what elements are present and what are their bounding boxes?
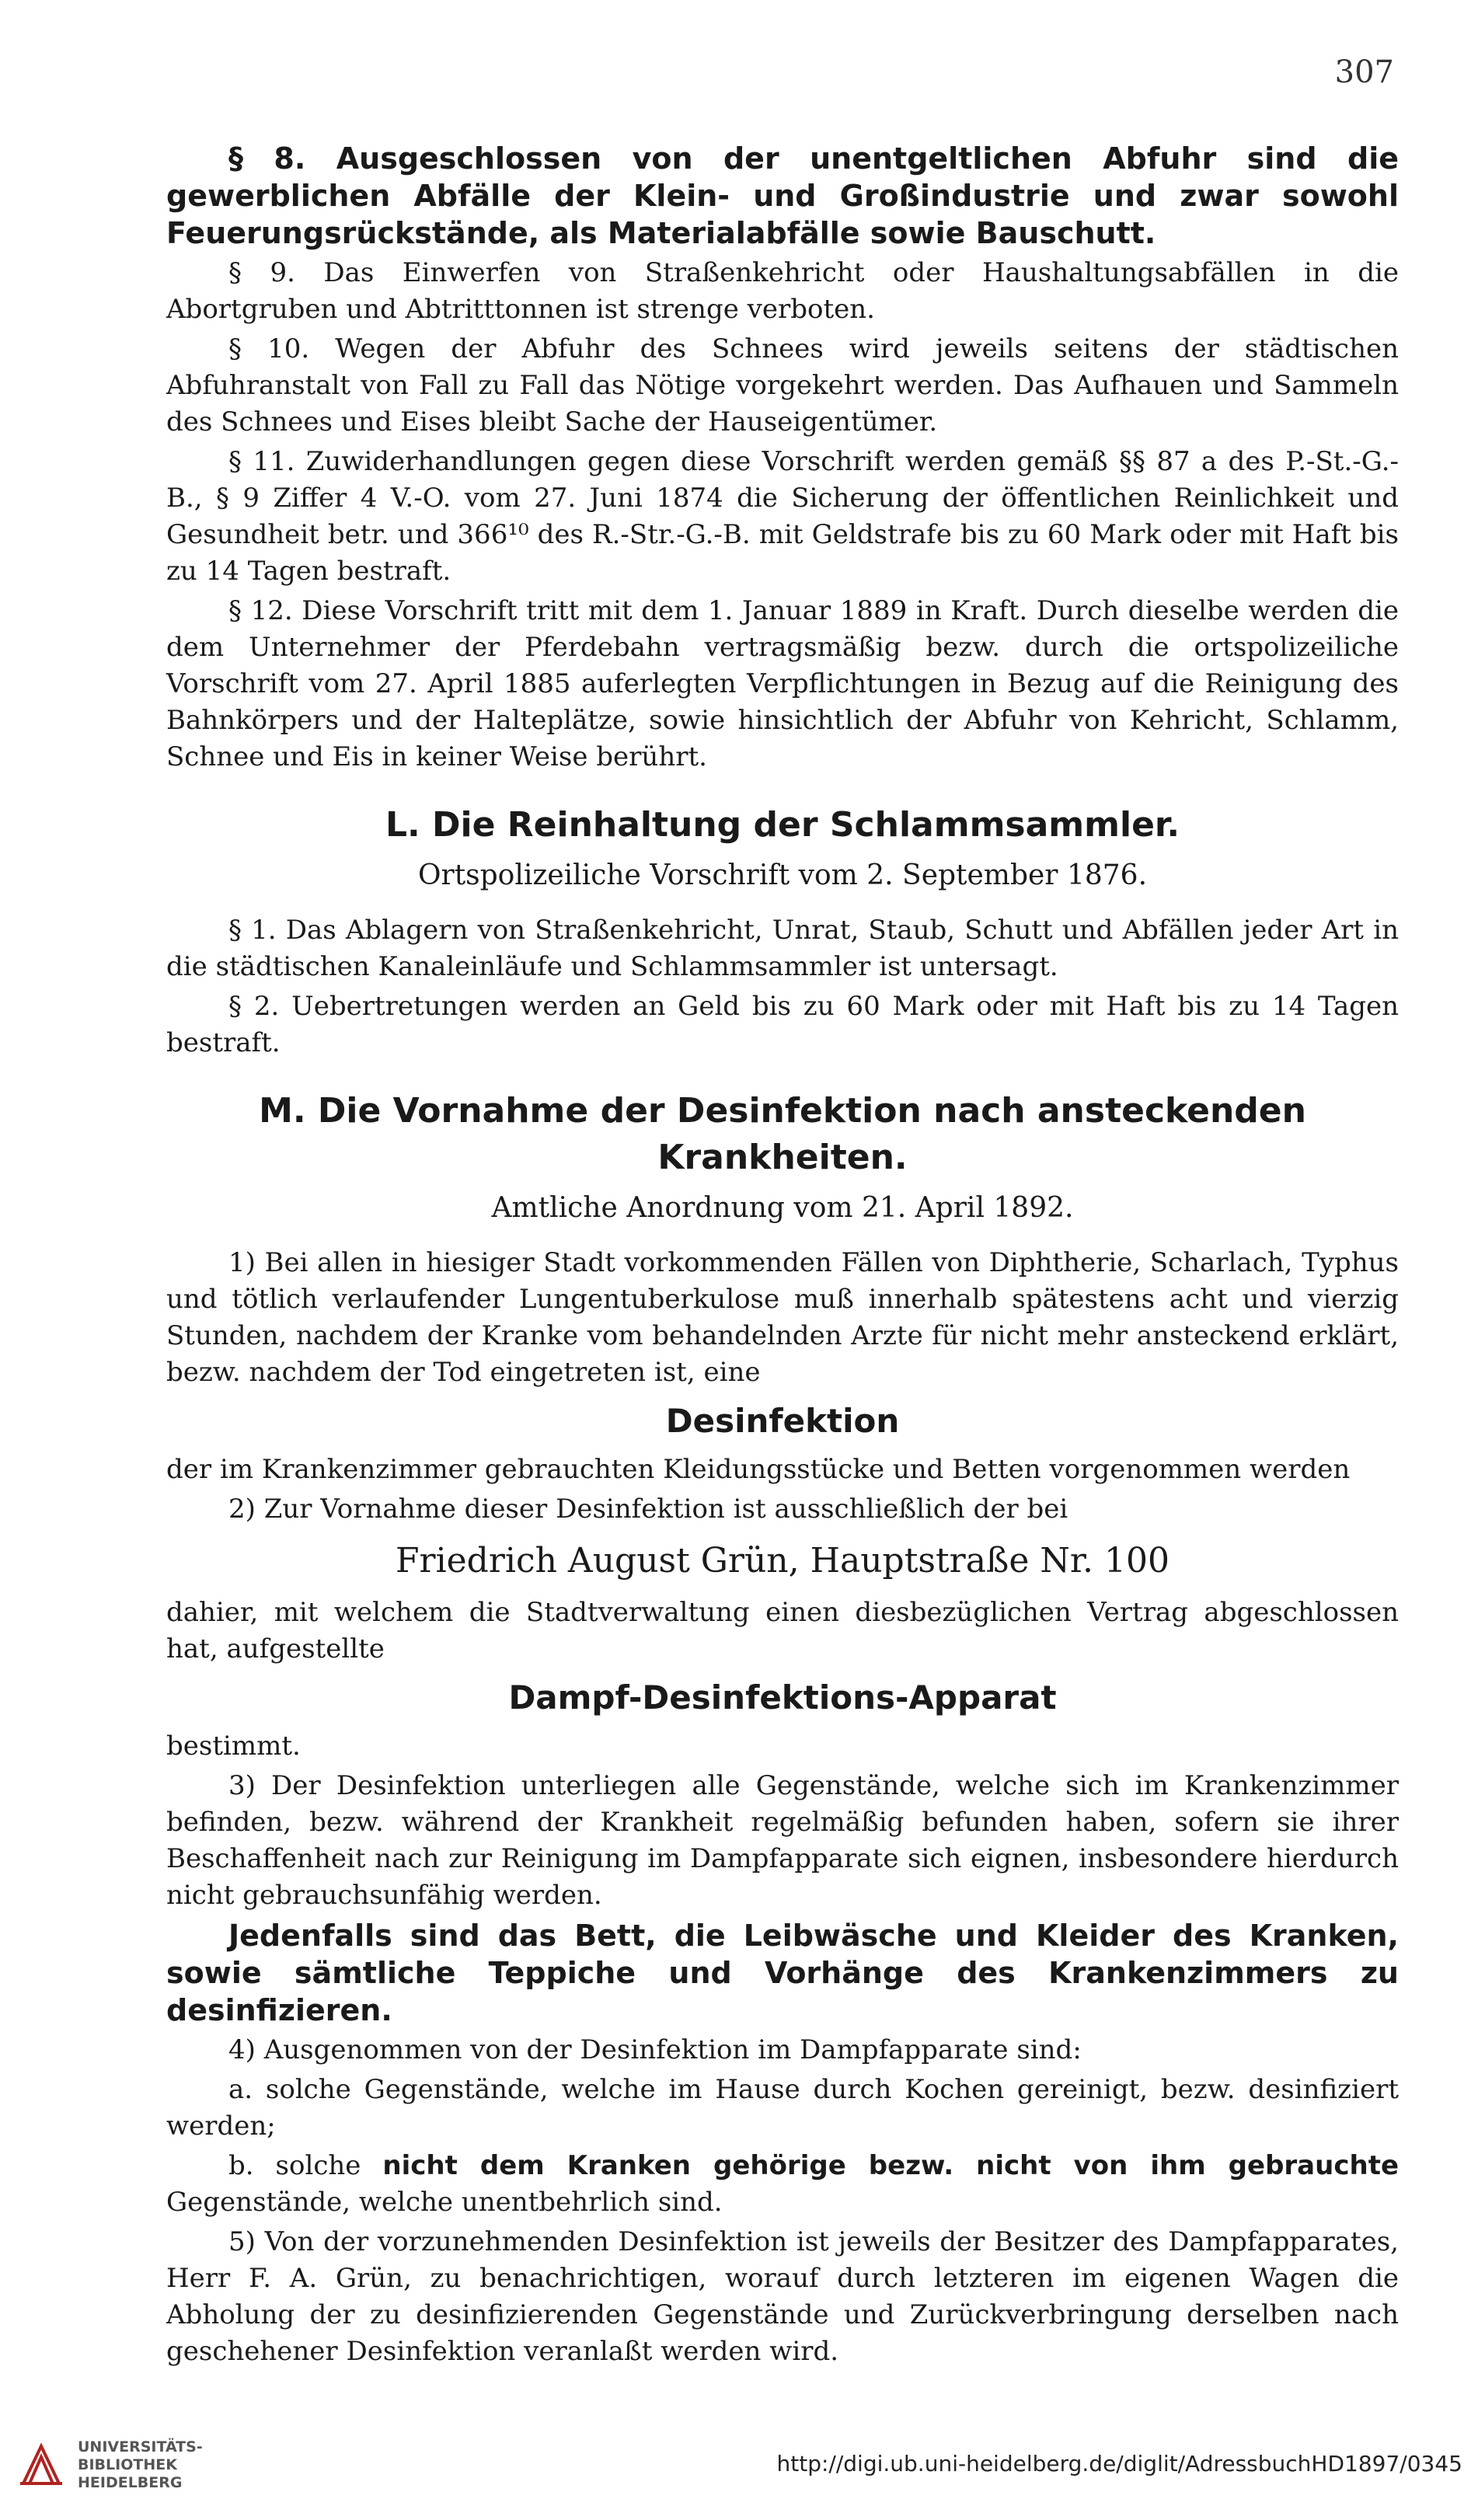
section-m-item-4b <box>166 2148 1399 2221</box>
logo-line-2: BIBLIOTHEK <box>78 2456 177 2473</box>
paragraph-s8: § 8. Ausgeschlossen von der unentgeltlichen Abfuhr sind die gewerblichen Abfälle der Klein- und Großindustrie und zwar sowohl Feuerungsrückstände, als Materialabfälle sowie Bauschutt. <box>166 141 1399 250</box>
source-url-link[interactable]: http://digi.ub.uni-heidelberg.de/diglit/AdressbuchHD1897/0345 <box>776 2451 1462 2476</box>
section-m-subheading: Amtliche Anordnung vom 21. April 1892. <box>491 1192 1074 1224</box>
section-l-heading: L. Die Reinhaltung der Schlammsammler. <box>385 805 1180 845</box>
section-m-item-4: 4) Ausgenommen von der Desinfektion im Dampfapparate sind: <box>228 2034 1082 2065</box>
section-m-item-1: 1) Bei allen in hiesiger Stadt vorkommenden Fällen von Diphtherie, Scharlach, Typhus und tötlich verlaufender Lungentuberkulose muß innerhalb spätestens acht und vierzig Stunden, nachdem der Kranke vom behandelnden Arzte für nicht mehr ansteckend erklärt, bezw. nachdem der Tod eingetreten ist, eine <box>166 1247 1399 1388</box>
logo-line-3: HEIDELBERG <box>78 2474 183 2491</box>
section-m-item-2-end: bestimmt. <box>166 1731 301 1762</box>
section-m-item-5: 5) Von der vorzunehmenden Desinfektion ist jeweils der Besitzer des Dampfapparates, Herr F. A. Grün, zu benachrichtigen, worauf durch letzteren im eigenen Wagen die Abholung der zu desinfizierenden Gegenstände und Zurückverbringung derselben nach geschehener Desinfektion veranlaßt werden wird. <box>166 2226 1399 2367</box>
logo-text <box>78 2438 203 2492</box>
paragraph-s9: § 9. Das Einwerfen von Straßenkehricht oder Haushaltungsabfällen in die Abortgruben und Abtritttonnen ist strenge verboten. <box>166 257 1399 325</box>
university-library-logo-icon <box>16 2440 67 2491</box>
page-number: 307 <box>1334 54 1394 90</box>
section-m-item-4a: a. solche Gegenstände, welche im Hause durch Kochen gereinigt, bezw. desinfiziert werden; <box>166 2074 1399 2142</box>
section-m-item-3-bold: Jedenfalls sind das Bett, die Leibwäsche und Kleider des Kranken, sowie sämtliche Teppiche und Vorhänge des Krankenzimmers zu desinfizieren. <box>166 1919 1399 2027</box>
item-4b-prefix: b. solche <box>228 2150 361 2181</box>
apparatus-name: Dampf-Desinfektions-Apparat <box>508 1678 1057 1717</box>
section-m-heading: M. Die Vornahme der Desinfektion nach ansteckenden Krankheiten. <box>259 1091 1306 1177</box>
paragraph-s10: § 10. Wegen der Abfuhr des Schnees wird jeweils seitens der städtischen Abfuhranstalt von Fall zu Fall das Nötige vorgekehrt werden. Das Aufhauen und Sammeln des Schnees und Eises bleibt Sache der Hauseigentümer. <box>166 333 1399 437</box>
item-4b-suffix: Gegenstände, welche unentbehrlich sind. <box>166 2187 723 2218</box>
section-l-subheading: Ortspolizeiliche Vorschrift vom 2. September 1876. <box>417 859 1148 891</box>
logo-line-1: UNIVERSITÄTS- <box>78 2438 203 2456</box>
section-m-item-2: 2) Zur Vornahme dieser Desinfektion ist ausschließlich der bei <box>228 1494 1068 1525</box>
paragraph-s12: § 12. Diese Vorschrift tritt mit dem 1. Januar 1889 in Kraft. Durch dieselbe werden die dem Unternehmer der Pferdebahn vertragsmäßig bezw. durch die ortspolizeiliche Vorschrift vom 27. April 1885 auferlegten Verpflichtungen in Bezug auf die Reinigung des Bahnkörpers und der Halteplätze, sowie hinsichtlich der Abfuhr von Kehricht, Schlamm, Schnee und Eis in keiner Weise berührt. <box>166 595 1399 772</box>
name-line: Friedrich August Grün, Hauptstraße Nr. 100 <box>396 1541 1170 1581</box>
desinfektion-word: Desinfektion <box>665 1402 900 1440</box>
document-body <box>166 140 1399 2373</box>
section-m-item-3: 3) Der Desinfektion unterliegen alle Gegenstände, welche sich im Krankenzimmer befinden, bezw. während der Krankheit regelmäßig befunden haben, sofern sie ihrer Beschaffenheit nach zur Reinigung im Dampfapparate sich eignen, insbesondere hierdurch nicht gebrauchsunfähig werden. <box>166 1770 1399 1911</box>
paragraph-s11: § 11. Zuwiderhandlungen gegen diese Vorschrift werden gemäß §§ 87 a des P.-St.-G.-B., § 9 Ziffer 4 V.-O. vom 27. Juni 1874 die Sicherung der öffentlichen Reinlichkeit und Gesundheit betr. und 366¹⁰ des R.-Str.-G.-B. mit Geldstrafe bis zu 60 Mark oder mit Haft bis zu 14 Tagen bestraft. <box>166 446 1399 587</box>
section-m-item-2-continued: dahier, mit welchem die Stadtverwaltung einen diesbezüglichen Vertrag abgeschlossen hat, aufgestellte <box>166 1597 1399 1664</box>
footer-bar <box>0 2393 1478 2520</box>
section-m-item-1-continued: der im Krankenzimmer gebrauchten Kleidungsstücke und Betten vorgenommen werden <box>166 1454 1351 1485</box>
section-l-paragraph-1: § 1. Das Ablagern von Straßenkehricht, Unrat, Staub, Schutt und Abfällen jeder Art in die städtischen Kanaleinläufe und Schlammsammler ist untersagt. <box>166 915 1399 982</box>
item-4b-emphasis: nicht dem Kranken gehörige bezw. nicht von ihm gebrauchte <box>382 2150 1400 2181</box>
section-l-paragraph-2: § 2. Uebertretungen werden an Geld bis zu 60 Mark oder mit Haft bis zu 14 Tagen bestraft. <box>166 991 1399 1058</box>
